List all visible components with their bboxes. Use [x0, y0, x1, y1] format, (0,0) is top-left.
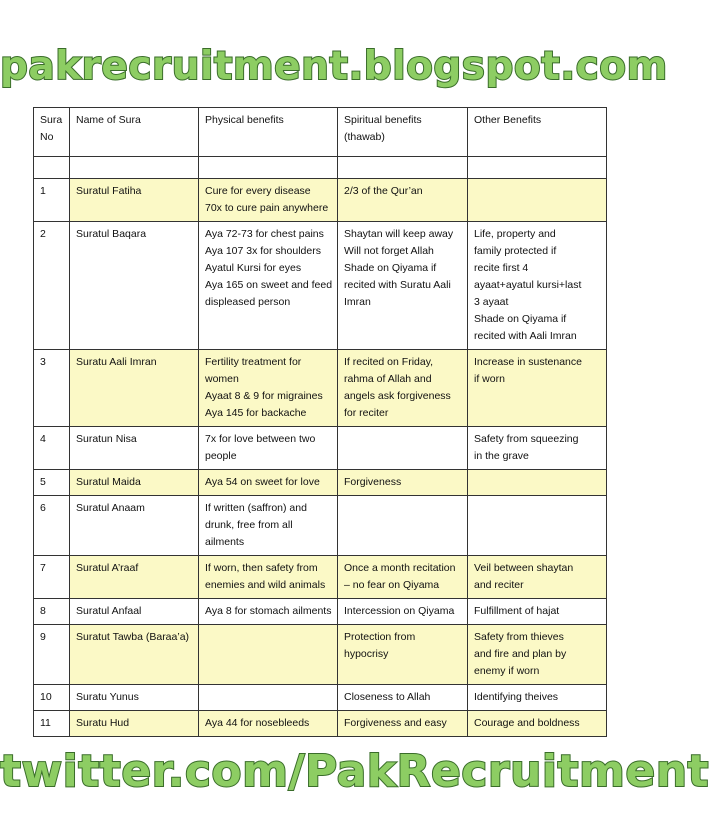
benefit-line: drunk, free from all — [205, 519, 293, 531]
benefit-line: Ayaat 8 & 9 for migraines — [205, 390, 323, 402]
sura-name-cell: Suratul Anaam — [70, 496, 199, 556]
benefit-line: Aya 8 for stomach ailments — [205, 605, 332, 617]
spiritual-benefits-cell — [338, 685, 468, 711]
benefit-line: family protected if — [474, 245, 557, 257]
other-benefits-cell — [468, 350, 607, 427]
benefit-line: Intercession on Qiyama — [344, 605, 455, 617]
sura-number-cell: 8 — [34, 599, 70, 625]
table-row — [34, 496, 607, 556]
empty-cell — [70, 157, 199, 179]
benefit-line: If written (saffron) and — [205, 502, 307, 514]
table-header-row — [34, 108, 607, 157]
table-row — [34, 179, 607, 222]
header-text: Sura — [40, 114, 63, 126]
benefit-line: Aya 107 3x for shoulders — [205, 245, 321, 257]
sura-number-cell: 6 — [34, 496, 70, 556]
benefit-line: Aya 145 for backache — [205, 407, 307, 419]
benefit-line: 2/3 of the Qur’an — [344, 185, 423, 197]
header-banner: pakrecruitment.blogspot.com — [0, 44, 668, 89]
benefit-line: angels ask forgiveness — [344, 390, 451, 402]
empty-cell — [468, 157, 607, 179]
benefit-line: Aya 165 on sweet and feed — [205, 279, 333, 291]
benefit-line: enemy if worn — [474, 665, 540, 677]
spiritual-benefits-cell — [338, 470, 468, 496]
header-physical-benefits — [199, 108, 338, 157]
other-benefits-cell — [468, 222, 607, 350]
sura-name-cell: Suratul Baqara — [70, 222, 199, 350]
physical-benefits-cell — [199, 350, 338, 427]
benefit-line: Safety from thieves — [474, 631, 564, 643]
spiritual-benefits-cell — [338, 711, 468, 737]
spiritual-benefits-cell — [338, 625, 468, 685]
benefit-line: Aya 72-73 for chest pains — [205, 228, 324, 240]
table-row — [34, 711, 607, 737]
sura-number-cell: 10 — [34, 685, 70, 711]
table-row — [34, 350, 607, 427]
benefit-line: Will not forget Allah — [344, 245, 434, 257]
sura-number-cell: 5 — [34, 470, 70, 496]
physical-benefits-cell — [199, 470, 338, 496]
spiritual-benefits-cell — [338, 179, 468, 222]
benefit-line: ailments — [205, 536, 245, 548]
benefit-line: recited with Suratu Aali — [344, 279, 451, 291]
physical-benefits-cell — [199, 427, 338, 470]
other-benefits-cell — [468, 496, 607, 556]
benefit-line: displeased person — [205, 296, 291, 308]
header-text: Other Benefits — [474, 114, 542, 126]
benefit-line: – no fear on Qiyama — [344, 579, 440, 591]
sura-name-cell: Suratul Anfaal — [70, 599, 199, 625]
spiritual-benefits-cell — [338, 599, 468, 625]
other-benefits-cell — [468, 556, 607, 599]
sura-name-cell: Suratu Yunus — [70, 685, 199, 711]
spiritual-benefits-cell — [338, 496, 468, 556]
spiritual-benefits-cell — [338, 427, 468, 470]
benefit-line: Shade on Qiyama if — [344, 262, 437, 274]
benefit-line: If recited on Friday, — [344, 356, 434, 368]
table-row — [34, 685, 607, 711]
sura-number-cell: 2 — [34, 222, 70, 350]
benefit-line: Forgiveness — [344, 476, 402, 488]
benefit-line: for reciter — [344, 407, 389, 419]
benefit-line: recite first 4 — [474, 262, 529, 274]
sura-name-cell: Suratu Hud — [70, 711, 199, 737]
benefit-line: Cure for every disease — [205, 185, 311, 197]
table-row — [34, 222, 607, 350]
header-text: Name of Sura — [76, 114, 141, 126]
benefit-line: 70x to cure pain anywhere — [205, 202, 329, 214]
table-row — [34, 427, 607, 470]
empty-cell — [338, 157, 468, 179]
benefit-line: Life, property and — [474, 228, 556, 240]
empty-cell — [34, 157, 70, 179]
physical-benefits-cell — [199, 222, 338, 350]
physical-benefits-cell — [199, 599, 338, 625]
physical-benefits-cell — [199, 496, 338, 556]
sura-number-cell: 1 — [34, 179, 70, 222]
physical-benefits-cell — [199, 625, 338, 685]
sura-name-cell: Suratul Maida — [70, 470, 199, 496]
footer-banner: twitter.com/PakRecruitment — [0, 746, 709, 797]
benefit-line: Courage and boldness — [474, 717, 580, 729]
table-row — [34, 599, 607, 625]
benefit-line: in the grave — [474, 450, 529, 462]
benefit-line: Safety from squeezing — [474, 433, 579, 445]
sura-number-cell: 11 — [34, 711, 70, 737]
physical-benefits-cell — [199, 711, 338, 737]
header-other-benefits — [468, 108, 607, 157]
benefit-line: ayaat+ayatul kursi+last — [474, 279, 582, 291]
other-benefits-cell — [468, 625, 607, 685]
sura-benefits-table — [33, 107, 607, 737]
physical-benefits-cell — [199, 685, 338, 711]
empty-row — [34, 157, 607, 179]
benefit-line: Forgiveness and easy — [344, 717, 447, 729]
header-text: Physical benefits — [205, 114, 284, 126]
benefit-line: Imran — [344, 296, 371, 308]
benefit-line: Fulfillment of hajat — [474, 605, 560, 617]
physical-benefits-cell — [199, 179, 338, 222]
table-row — [34, 556, 607, 599]
physical-benefits-cell — [199, 556, 338, 599]
benefit-line: recited with Aali Imran — [474, 330, 577, 342]
sura-name-cell: Suratun Nisa — [70, 427, 199, 470]
sura-number-cell: 7 — [34, 556, 70, 599]
benefit-line: people — [205, 450, 237, 462]
benefit-line: and fire and plan by — [474, 648, 567, 660]
empty-cell — [199, 157, 338, 179]
header-text: (thawab) — [344, 131, 385, 143]
benefit-line: Fertility treatment for — [205, 356, 302, 368]
sura-name-cell: Suratul Fatiha — [70, 179, 199, 222]
benefit-line: Veil between shaytan — [474, 562, 574, 574]
benefit-line: Aya 44 for nosebleeds — [205, 717, 310, 729]
benefit-line: Aya 54 on sweet for love — [205, 476, 320, 488]
benefit-line: Closeness to Allah — [344, 691, 431, 703]
other-benefits-cell — [468, 711, 607, 737]
benefit-line: enemies and wild animals — [205, 579, 326, 591]
benefit-line: If worn, then safety from — [205, 562, 318, 574]
benefit-line: Ayatul Kursi for eyes — [205, 262, 302, 274]
benefit-line: hypocrisy — [344, 648, 389, 660]
sura-number-cell: 4 — [34, 427, 70, 470]
benefit-line: rahma of Allah and — [344, 373, 432, 385]
sura-number-cell: 3 — [34, 350, 70, 427]
benefit-line: Shaytan will keep away — [344, 228, 454, 240]
header-sura-no — [34, 108, 70, 157]
benefit-line: Protection from — [344, 631, 416, 643]
header-name-of-sura — [70, 108, 199, 157]
header-spiritual-benefits — [338, 108, 468, 157]
benefit-line: Identifying theives — [474, 691, 559, 703]
benefit-line: Shade on Qiyama if — [474, 313, 567, 325]
spiritual-benefits-cell — [338, 222, 468, 350]
sura-name-cell: Suratu Aali Imran — [70, 350, 199, 427]
other-benefits-cell — [468, 427, 607, 470]
other-benefits-cell — [468, 470, 607, 496]
spiritual-benefits-cell — [338, 556, 468, 599]
benefit-line: Increase in sustenance — [474, 356, 582, 368]
sura-number-cell: 9 — [34, 625, 70, 685]
sura-name-cell: Suratul A’raaf — [70, 556, 199, 599]
other-benefits-cell — [468, 685, 607, 711]
benefit-line: women — [205, 373, 239, 385]
benefit-line: and reciter — [474, 579, 524, 591]
other-benefits-cell — [468, 599, 607, 625]
benefit-line: 3 ayaat — [474, 296, 509, 308]
spiritual-benefits-cell — [338, 350, 468, 427]
sura-name-cell: Suratut Tawba (Baraa’a) — [70, 625, 199, 685]
header-text: No — [40, 131, 54, 143]
benefit-line: Once a month recitation — [344, 562, 456, 574]
benefit-line: 7x for love between two — [205, 433, 316, 445]
benefit-line: if worn — [474, 373, 505, 385]
table-row — [34, 470, 607, 496]
other-benefits-cell — [468, 179, 607, 222]
table-row — [34, 625, 607, 685]
header-text: Spiritual benefits — [344, 114, 422, 126]
